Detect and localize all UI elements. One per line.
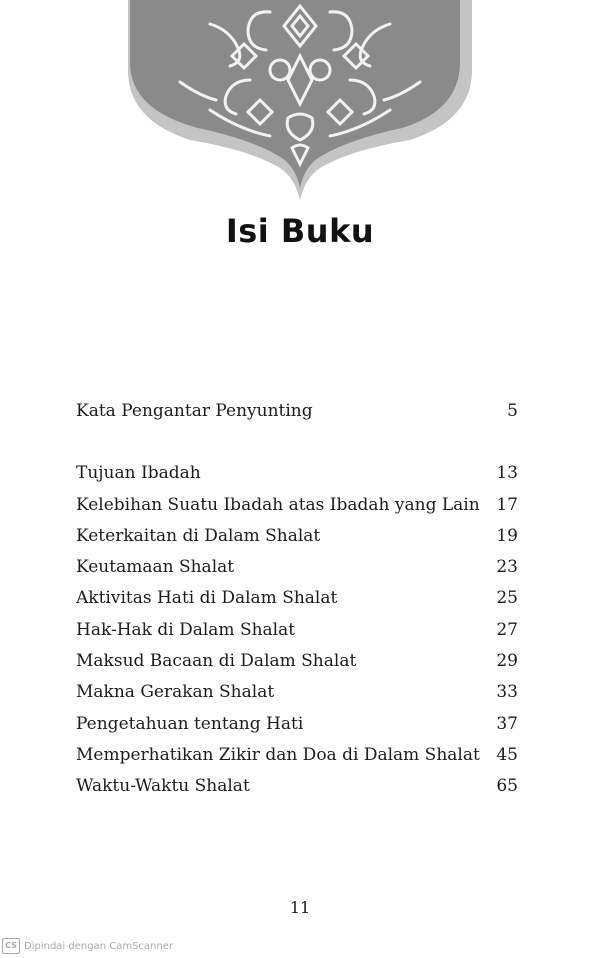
toc-label: Aktivitas Hati di Dalam Shalat [76, 588, 338, 609]
toc-label: Kelebihan Suatu Ibadah atas Ibadah yang Lain [76, 494, 480, 515]
toc-page: 19 [496, 525, 518, 546]
toc-label: Maksud Bacaan di Dalam Shalat [76, 651, 357, 672]
toc-label: Hak-Hak di Dalam Shalat [76, 619, 296, 640]
toc-label: Keterkaitan di Dalam Shalat [76, 525, 321, 546]
toc-row [76, 646, 518, 677]
toc-page: 33 [496, 682, 518, 703]
toc-page: 45 [496, 744, 518, 765]
toc-page: 13 [496, 463, 518, 484]
toc-page: 27 [496, 619, 518, 640]
decorative-ornament [120, 0, 480, 200]
page-title: Isi Buku [225, 212, 375, 250]
toc-row [76, 552, 518, 583]
toc-label: Makna Gerakan Shalat [76, 682, 275, 703]
toc-page: 23 [496, 557, 518, 578]
scanner-text: Dipindai dengan CamScanner [24, 940, 173, 952]
toc-row [76, 615, 518, 646]
toc-row [76, 396, 518, 427]
toc-page: 25 [496, 588, 518, 609]
toc-row [76, 490, 518, 521]
toc-row [76, 521, 518, 552]
toc-row [76, 771, 518, 802]
toc-label: Tujuan Ibadah [76, 463, 201, 484]
camscanner-logo-icon: CS [2, 938, 20, 954]
toc-row [76, 458, 518, 489]
toc-page: 17 [496, 494, 518, 515]
toc-row [76, 709, 518, 740]
table-of-contents [76, 396, 518, 803]
toc-label: Kata Pengantar Penyunting [76, 401, 313, 421]
toc-label: Keutamaan Shalat [76, 557, 235, 578]
toc-row [76, 740, 518, 771]
toc-row [76, 583, 518, 614]
toc-page: 65 [496, 776, 518, 797]
toc-page: 29 [496, 651, 518, 672]
toc-label: Memperhatikan Zikir dan Doa di Dalam Shalat [76, 744, 480, 765]
scanner-watermark [2, 938, 173, 954]
toc-page: 5 [507, 401, 518, 421]
toc-label: Pengetahuan tentang Hati [76, 713, 304, 734]
page-number: 11 [289, 898, 311, 917]
toc-page: 37 [496, 713, 518, 734]
toc-row [76, 677, 518, 708]
toc-label: Waktu-Waktu Shalat [76, 776, 250, 797]
